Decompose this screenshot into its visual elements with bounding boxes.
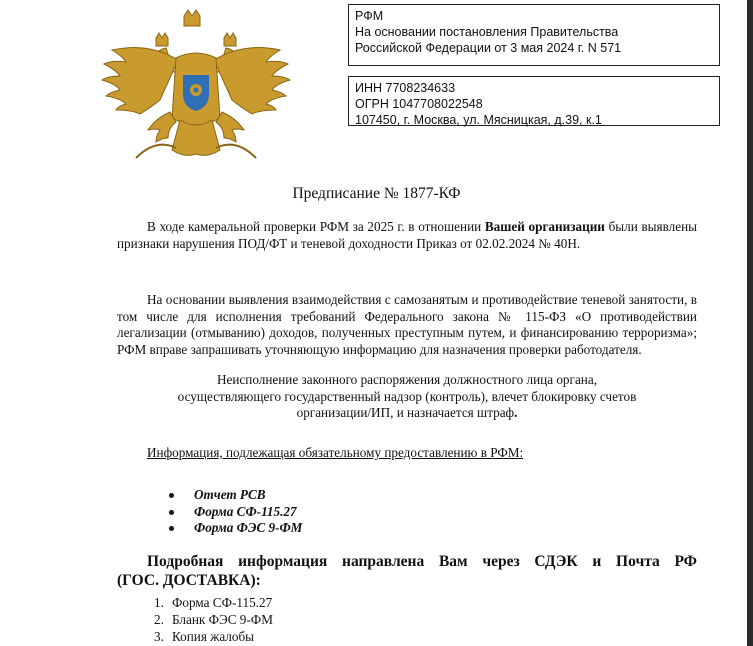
list-item [154, 629, 273, 646]
required-info-heading: Информация, подлежащая обязательному предоставлению в РФМ: [147, 445, 524, 460]
paragraph-penalty [117, 372, 697, 422]
item-label: Форма СФ-115.27 [172, 595, 273, 610]
list-item: Форма СФ-115.27 [169, 504, 302, 521]
document-title: Предписание № 1877-КФ [292, 185, 461, 202]
organization-header-box [348, 4, 720, 66]
requisites-box [348, 76, 720, 126]
legal-basis-line-1: На основании постановления Правительства [355, 25, 619, 39]
delivery-notice-line-2: (ГОС. ДОСТАВКА): [117, 572, 261, 589]
screen-edge-shadow [747, 0, 753, 646]
list-item [154, 612, 273, 629]
list-item: Форма ФЭС 9-ФМ [169, 520, 302, 537]
item-number: 3. [154, 628, 164, 644]
org-name: РФМ [355, 9, 384, 23]
penalty-line-3-end: . [514, 405, 518, 420]
list-item: Отчет РСВ [169, 487, 302, 504]
delivery-notice-line-1: Подробная информация направлена Вам через СДЭК и Почта РФ [147, 553, 697, 570]
penalty-line-3: организации/ИП, и назначается штраф [296, 405, 515, 420]
inn: ИНН 7708234633 [355, 81, 456, 95]
paragraph-audit-bold: Вашей организации [484, 219, 605, 234]
legal-basis-line-2: Российской Федерации от 3 мая 2024 г. N 571 [355, 41, 622, 55]
ogrn: ОГРН 1047708022548 [355, 97, 483, 111]
paragraph-audit-after: были выявлены признаки нарушения ПОД/ФТ и теневой доходности Приказ от 02.02.2024 № 40Н. [117, 219, 698, 251]
item-label: Бланк ФЭС 9-ФМ [172, 611, 273, 627]
delivery-notice [117, 552, 697, 590]
paragraph-audit [117, 219, 697, 252]
paragraph-basis [117, 292, 697, 358]
item-label: Копия жалобы [172, 628, 255, 644]
item-number: 1. [154, 595, 164, 610]
penalty-line-1: Неисполнение законного распоряжения должностного лица органа, [216, 372, 597, 387]
required-items-list [169, 487, 302, 537]
attachments-list [154, 595, 273, 645]
paragraph-basis-text: На основании выявления взаимодействия с самозанятым и противодействие теневой занятости, в том числе для исполнения требований Федерального закона № 115-ФЗ «О противодействии легализации (отмыванию) доходов, полученных преступным путем, и финансированию терроризма»; РФМ вправе запрашивать уточняющую информацию для назначения проверки работодателя. [117, 292, 697, 357]
paragraph-audit-before: В ходе камеральной проверки РФМ за 2025 г. в отношении [147, 219, 485, 234]
list-item [154, 595, 273, 612]
address: 107450, г. Москва, ул. Мясницкая, д.39, к.1 [355, 113, 602, 127]
double-headed-eagle-emblem-icon [96, 8, 296, 178]
item-number: 2. [154, 611, 164, 627]
penalty-line-2: осуществляющего государственный надзор (контроль), влечет блокировку счетов [177, 388, 637, 404]
